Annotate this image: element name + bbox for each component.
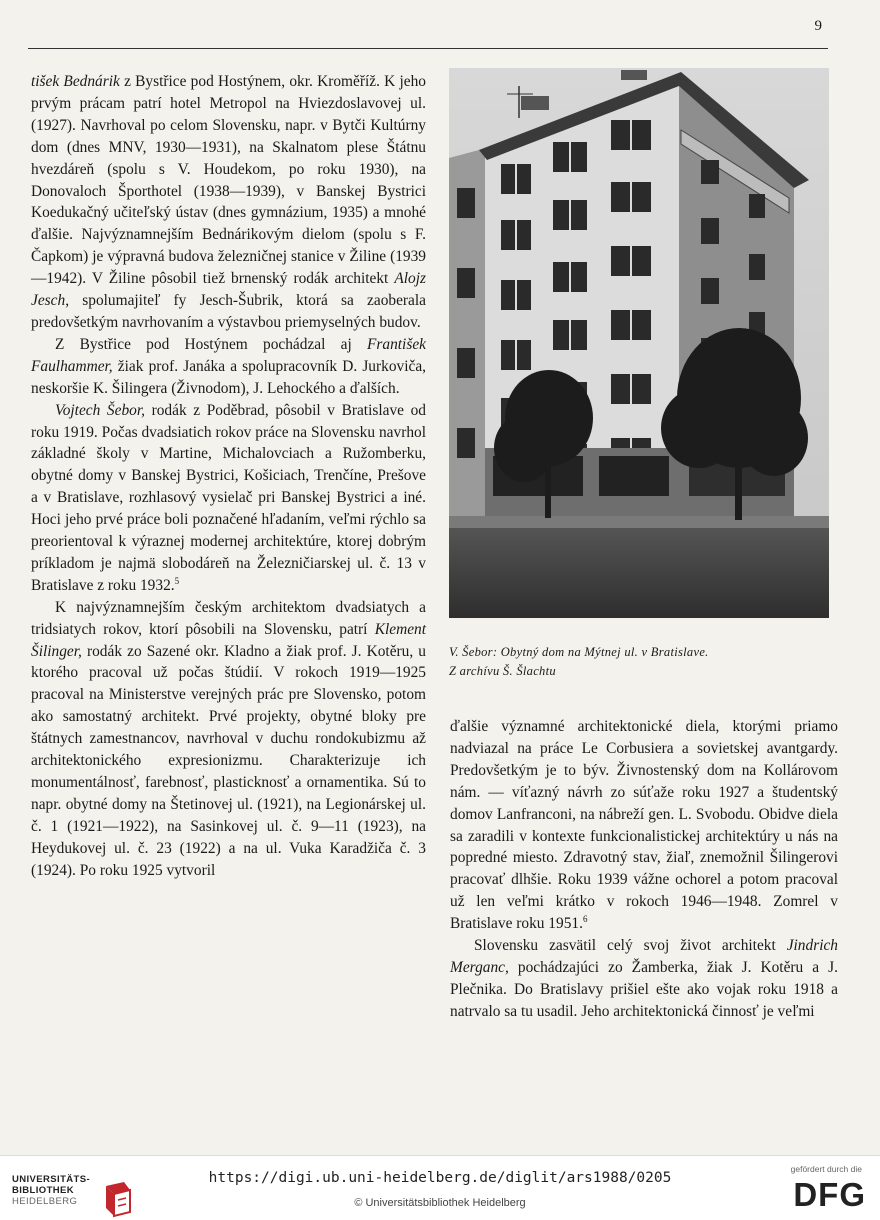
dfg-logo[interactable]: DFG: [793, 1176, 866, 1213]
paragraph: Vojtech Šebor, rodák z Poděbrad, pôsobil v Bratislave od roku 1919. Počas dvadsiatich rokov práce na Slovensku navrhol základné školy v Martine, Michalovciach a Ružomberku, obytné domy v Banskej Bystrici, Košiciach, Trenčíne, Prešove a v Bratislave, rozhlasový vysielač pri Banskej Bystrici a iné. Hoci jeho prvé práce boli poznačené hľadaním, veľmi rýchlo sa preorientoval k výraznej modernej architektúre, ktorej dobrým príkladom je najmä slobodáreň na Železničiarskej ul. č. 13 v Bratislave z roku 1932.$^5$: [31, 401, 427, 594]
left-text-column: [31, 71, 426, 882]
photo-caption: [449, 643, 839, 681]
paragraph: Slovensku zasvätil celý svoj život architekt Jindrich Merganc, pochádzajúci zo Žamberka, žiak J. Kotěru a J. Plečnika. Do Bratislavy prišiel ešte ako vojak roku 1918 a natrvalo sa tu usadil. Jeho architektonická činnosť je veľmi: [450, 937, 838, 1020]
paragraph: ďalšie významné architektonické diela, ktorými priamo nadviazal na práce Le Corbusiera a sovietskej avantgardy. Predovšetkým je to býv. Živnostenský dom na Kollárovom nám. — víťazný návrh zo súťaže roku 1927 a študentský domov Lanfranconi, na nábreží gen. L. Svobodu. Obidve diela sa zaradili v kontexte funkcionalistickej architektúry u nás na popredné miesto. Zdravotný stav, žiaľ, znemožnil Šilingerovi pracovať dlhšie. Roku 1939 vážne ochorel a potom pracoval už len veľmi krátko v rokoch 1946—1948. Zomrel v Bratislave roku 1951.$^6$: [450, 718, 838, 933]
caption-line-2: Z archívu Š. Šlachtu: [449, 664, 556, 678]
library-name-line-2: BIBLIOTHEK: [12, 1185, 75, 1196]
page-number: 9: [814, 18, 822, 34]
library-name-line-1: UNIVERSITÄTS-: [12, 1174, 91, 1185]
paragraph: K najvýznamnejším českým architektom dvadsiatych a tridsiatych rokov, ktorí pôsobili na Slovensku, patrí Klement Šilinger, rodák zo Sazené okr. Kladno a žiak prof. J. Kotěru, u ktorého pracoval už počas štúdií. V rokoch 1919—1925 pracoval na Ministerstve verejných prác pre Slovensko, potom ako samostatný architekt. Prvé projekty, obytné bloky pre štátnych zamestnancov, navrhoval v duchu rondokubizmu až architektonického expresionizmu. Charakterizuje ich monumentálnosť, farebnosť, plasticknosť a ornamentika. Sú to napr. obytné domy na Štetinovej ul. (1921), na Legionárskej ul. č. 1 (1921—1922), na Sasinkovej ul. č. 9—11 (1923), na Heydukovej ul. č. 23 (1922) a na ul. Vuka Karadžiča č. 3 (1924). Po roku 1925 vytvoril: [31, 598, 426, 879]
right-text-column: [450, 716, 838, 1023]
library-name-line-3: HEIDELBERG: [12, 1196, 78, 1207]
header-rule: [28, 48, 828, 49]
copyright-notice: © Universitätsbibliothek Heidelberg: [354, 1197, 526, 1209]
funded-by-label: gefördert durch die: [790, 1164, 862, 1174]
building-photograph: [449, 68, 829, 618]
caption-line-1: V. Šebor: Obytný dom na Mýtnej ul. v Bratislave.: [449, 645, 709, 659]
viewer-footer: [0, 1155, 880, 1220]
paragraph: Z Bystřice pod Hostýnem pochádzal aj František Faulhammer, žiak prof. Janáka a spolupracovník D. Jurkoviča, neskoršie K. Šilingera (Živnodom), J. Lehockého a ďalších.: [31, 335, 426, 397]
permalink-url[interactable]: https://digi.ub.uni-heidelberg.de/diglit/ars1988/0205: [208, 1170, 672, 1186]
paragraph: tišek Bednárik z Bystřice pod Hostýnem, okr. Kroměříž. K jeho prvým prácam patrí hotel Metropol na Hviezdoslavovej ul. (1927). Navrhoval po celom Slovensku, napr. v Bytči Kultúrny dom (dnes MNV, 1930—1931), na Skalnatom plese Štátnu hvezdáreň (spolu s V. Houdekom, po roku 1930), na Donovaloch Športhotel (1938—1939), v Banskej Bystrici Koedukačný učiteľský ústav (dnes gymnázium, 1935) a mnohé ďalšie. Najvýznamnejším Bednárikovým dielom (spolu s F. Čapkom) je výpravná budova železničnej stanice v Žiline (1939—1942). V Žiline pôsobil tiež brnenský rodák architekt Alojz Jesch, spolumajiteľ fy Jesch-Šubrik, ktorá sa zaoberala predovšetkým navrhovaním a výstavbou priemyselných budov.: [31, 73, 426, 331]
